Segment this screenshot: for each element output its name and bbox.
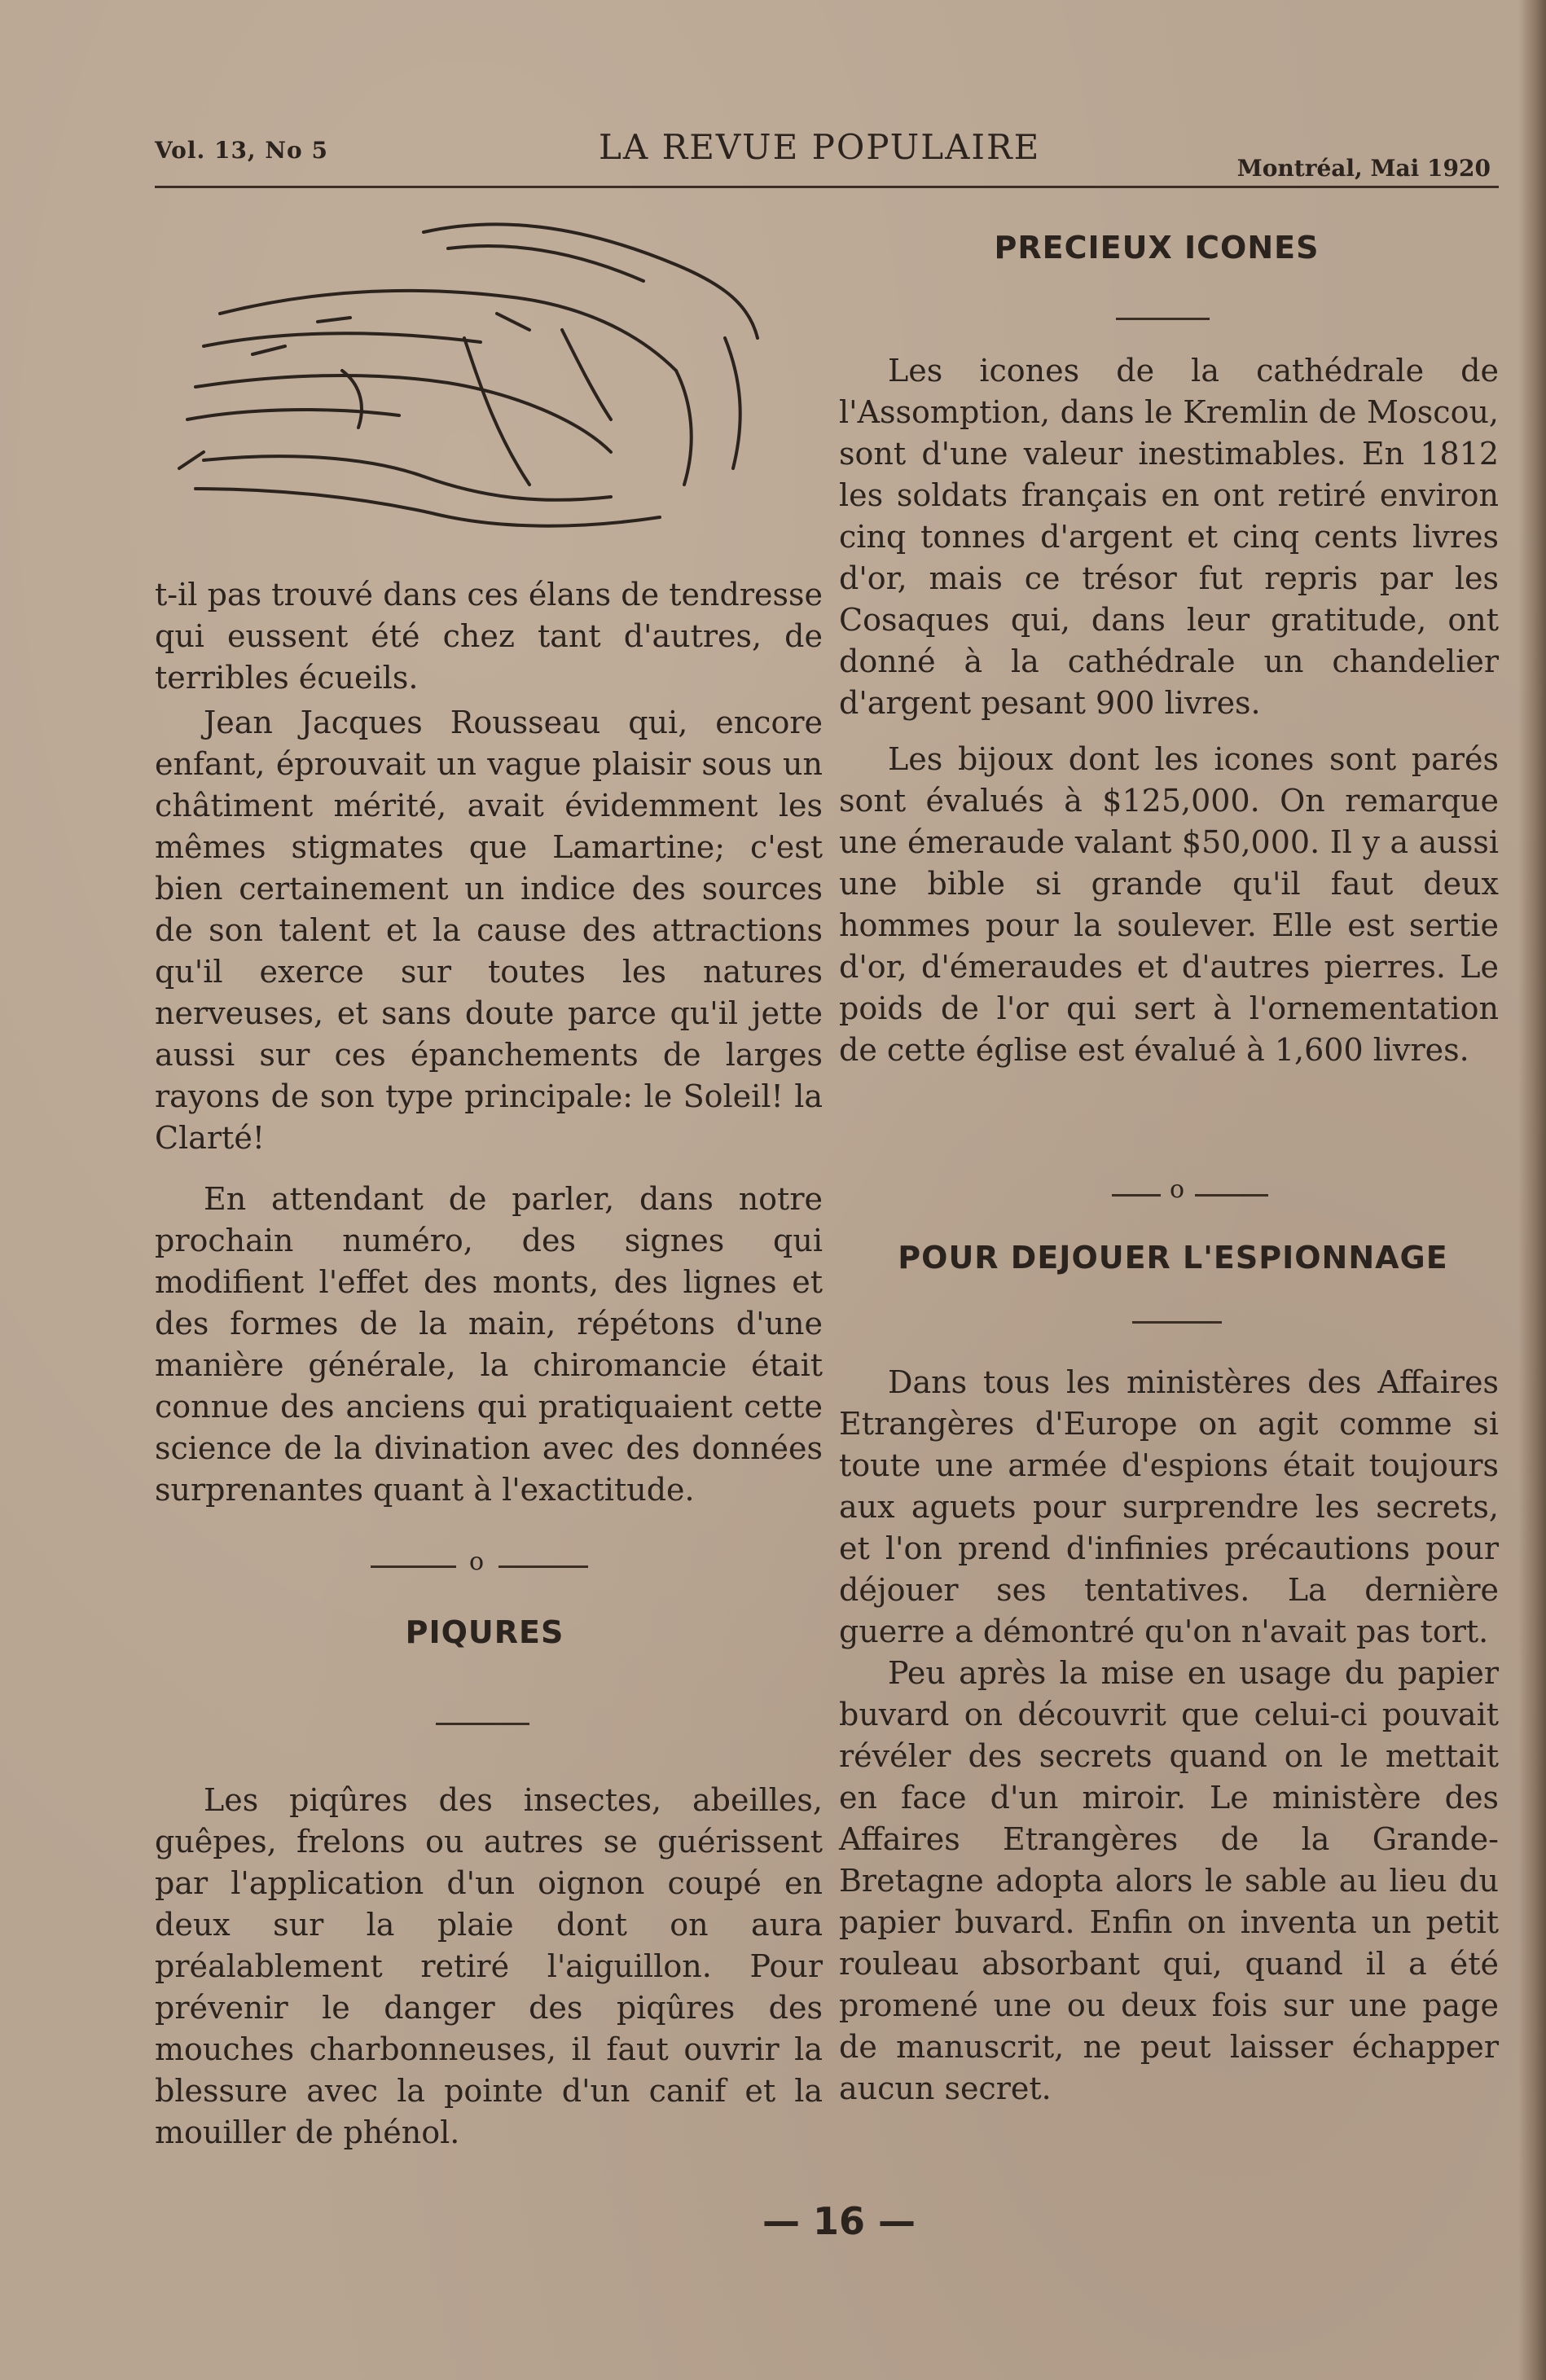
- piqures-section: [155, 1780, 823, 2154]
- heading-precieux-icones: PRECIEUX ICONES: [994, 230, 1320, 266]
- right-separator-rule-a: [1112, 1194, 1161, 1197]
- volume-number: Vol. 13, No 5: [155, 137, 328, 164]
- hand-illustration: [155, 208, 774, 558]
- left-separator-rule-b: [498, 1565, 588, 1568]
- right-paragraph-3: Dans tous les ministères des Affaires Etrangères d'Europe on agit comme si toute une armée d'espions était toujours aux aguets pour surprendre les secrets, et l'on prend d'infinies précautions pour déjouer ses tentatives. La dernière guerre a démontré qu'on n'avait pas tort.: [839, 1364, 1499, 1649]
- left-column: [155, 574, 823, 1511]
- issue-date: Montréal, Mai 1920: [1236, 155, 1491, 182]
- journal-title: LA REVUE POPULAIRE: [599, 127, 1041, 167]
- heading-piqures-rule: [436, 1723, 529, 1725]
- right-column-espionnage: [839, 1362, 1499, 2110]
- right-column-icones: [839, 350, 1499, 1071]
- header-rule: [155, 186, 1499, 188]
- running-header: [155, 122, 1491, 187]
- left-paragraph-4: Les piqûres des insectes, abeilles, guêpes, frelons ou autres se guérissent par l'application d'un oignon coupé en deux sur la plaie dont on aura préalablement retiré l'aiguillon. Pour prévenir le danger des piqûres des mouches charbonneuses, il faut ouvrir la blessure avec la pointe d'un canif et la mouiller de phénol.: [155, 1782, 823, 2150]
- heading-espionnage: POUR DEJOUER L'ESPIONNAGE: [898, 1240, 1448, 1276]
- page-edge-shadow: [1518, 0, 1546, 2380]
- left-paragraph-3: En attendant de parler, dans notre prochain numéro, des signes qui modifient l'effet des monts, des lignes et des formes de la main, répétons d'une manière générale, la chiromancie était connue des anciens qui pratiquaient cette science de la divination avec des données surprenantes quant à l'exactitude.: [155, 1181, 823, 1508]
- heading-icones-rule: [1116, 318, 1210, 320]
- page-number: — 16 —: [762, 2199, 916, 2243]
- right-paragraph-1: Les icones de la cathédrale de l'Assomption, dans le Kremlin de Moscou, sont d'une valeur inestimables. En 1812 les soldats français en ont retiré environ cinq tonnes d'argent et cinq cents livres d'or, mais ce trésor fut repris par les Cosaques qui, dans leur gratitude, ont donné à la cathédrale un chandelier d'argent pesant 900 livres.: [839, 353, 1499, 721]
- right-separator-mark: o: [1169, 1175, 1185, 1204]
- right-paragraph-4: Peu après la mise en usage du papier buvard on découvrit que celui-ci pouvait révéler des secrets quand on le mettait en face d'un miroir. Le ministère des Affaires Etrangères de la Grande-Bretagne adopta alors le sable au lieu du papier buvard. Enfin on inventa un petit rouleau absorbant qui, quand il a été promené une ou deux fois sur une page de manuscrit, ne peut laisser échapper aucun secret.: [839, 1655, 1499, 2106]
- right-paragraph-2: Les bijoux dont les icones sont parés sont évalués à $125,000. On remarque une émeraude valant $50,000. Il y a aussi une bible si grande qu'il faut deux hommes pour la soulever. Elle est sertie d'or, d'émeraudes et d'autres pierres. Le poids de l'or qui sert à l'ornementation de cette église est évalué à 1,600 livres.: [839, 741, 1499, 1068]
- left-paragraph-2: Jean Jacques Rousseau qui, encore enfant, éprouvait un vague plaisir sous un châtiment mérité, avait évidemment les mêmes stigmates que Lamartine; c'est bien certainement un indice des sources de son talent et la cause des attractions qu'il exerce sur toutes les natures nerveuses, et sans doute parce qu'il jette aussi sur ces épanchements de larges rayons de son type principale: le Soleil! la Clarté!: [155, 705, 823, 1156]
- heading-espionnage-rule: [1132, 1321, 1222, 1324]
- heading-piqures: PIQURES: [405, 1614, 564, 1650]
- left-separator-rule-a: [371, 1565, 456, 1568]
- right-separator-rule-b: [1195, 1194, 1268, 1197]
- left-separator-mark: o: [468, 1548, 485, 1576]
- left-paragraph-1: t-il pas trouvé dans ces élans de tendresse qui eussent été chez tant d'autres, de terribles écueils.: [155, 577, 823, 696]
